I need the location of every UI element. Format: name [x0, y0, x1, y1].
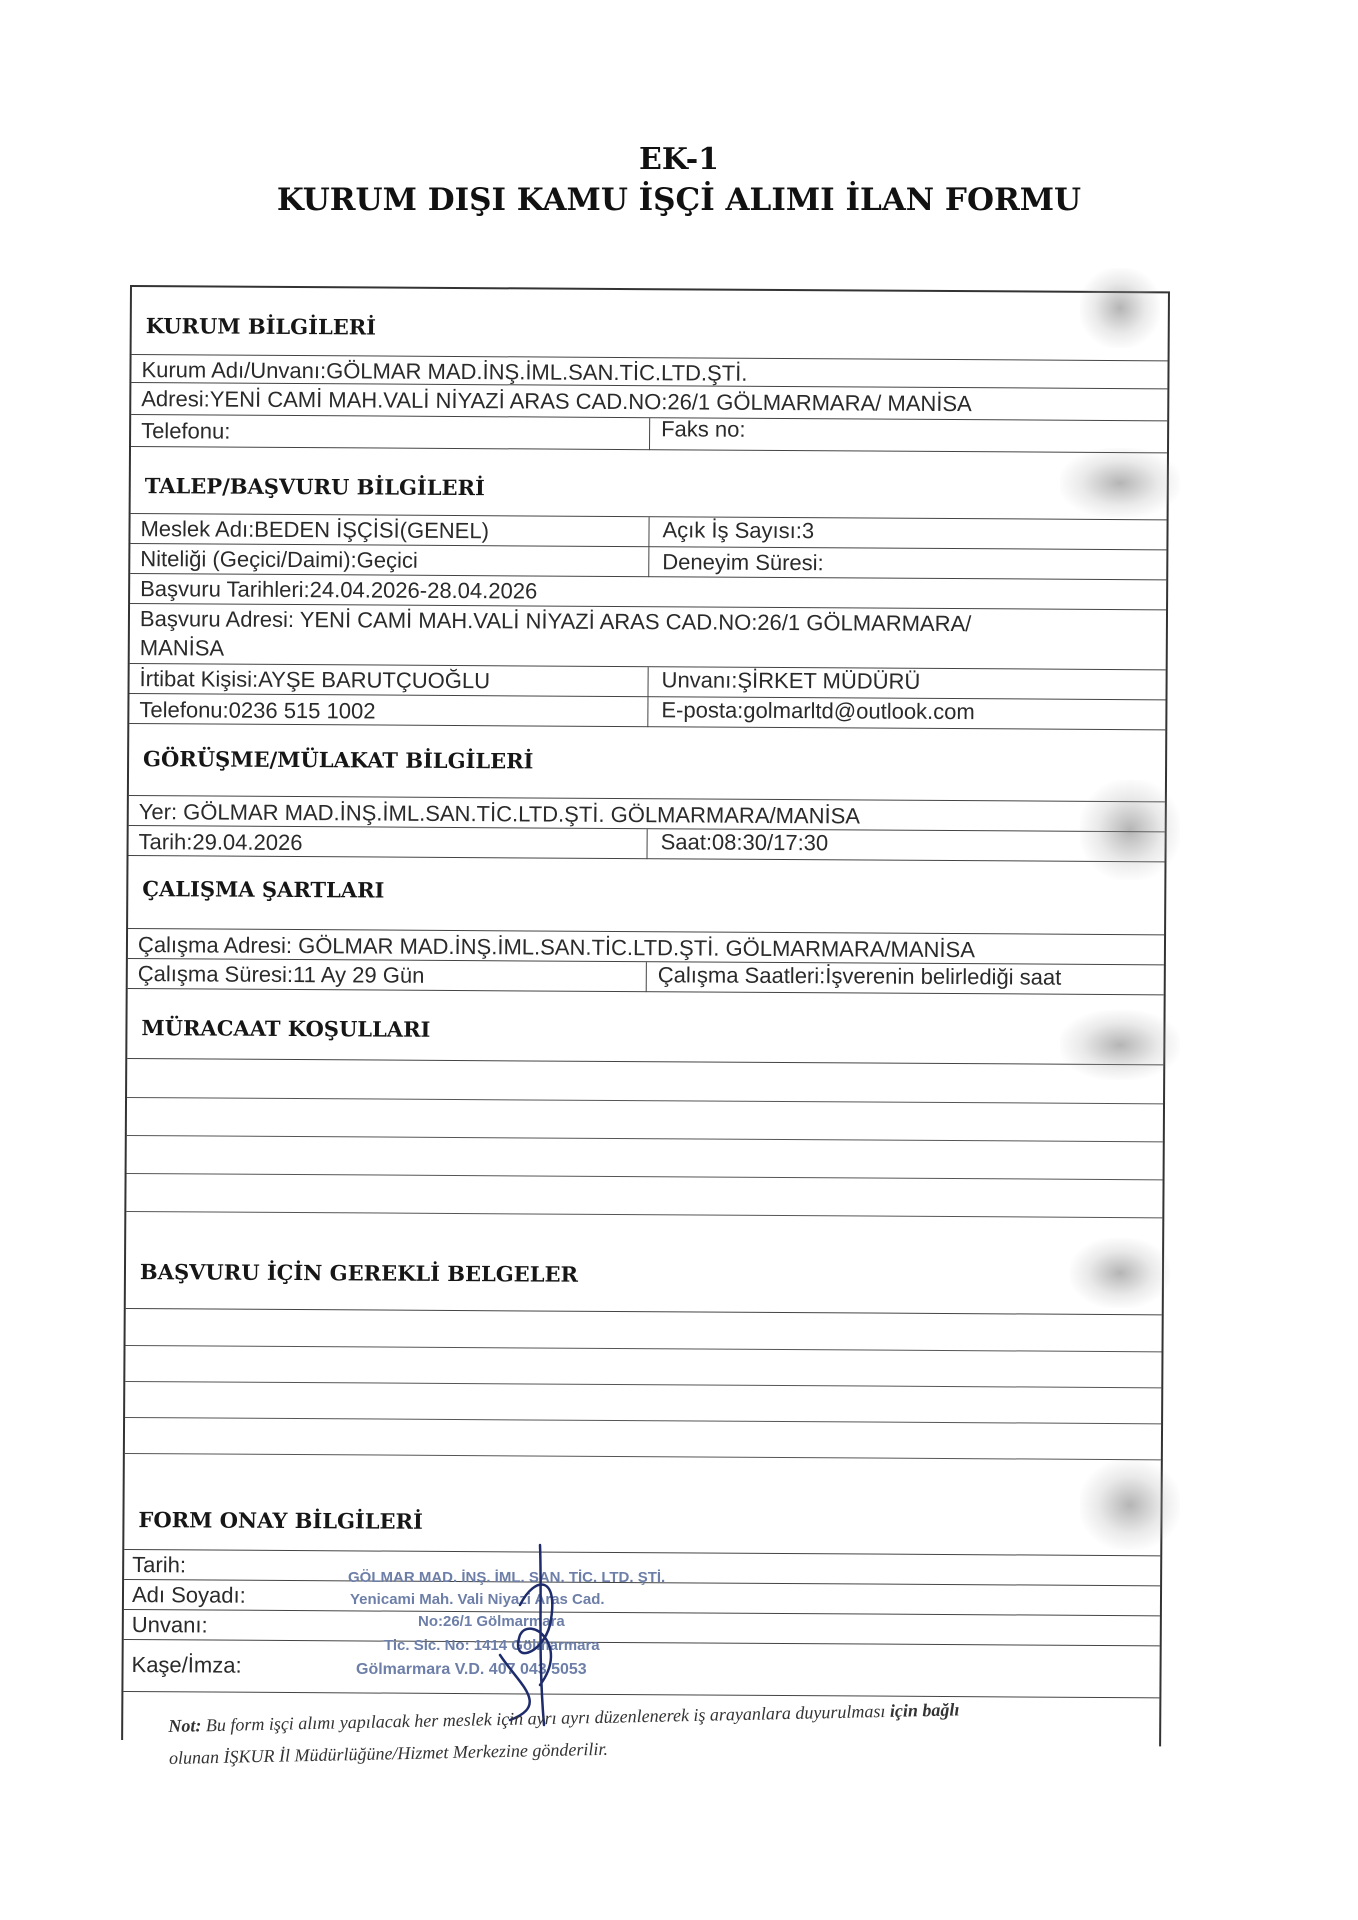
meslek-adi: Meslek Adı:BEDEN İŞÇİSİ(GENEL)	[140, 516, 490, 544]
onay-adi-soyadi: Adı Soyadı:	[131, 1582, 246, 1608]
onay-kase-imza: Kaşe/İmza:	[131, 1652, 242, 1678]
scan-shadow	[1080, 1460, 1180, 1550]
section-muracaat	[127, 989, 1163, 1065]
calisma-suresi: Çalışma Süresi:11 Ay 29 Gün	[137, 961, 425, 988]
gorusme-saat: Saat:08:30/17:30	[660, 829, 829, 856]
irtibat-eposta: E-posta:golmarltd@outlook.com	[661, 697, 975, 725]
form-title: KURUM DIŞI KAMU İŞÇİ ALIMI İLAN FORMU	[276, 182, 1082, 218]
section-gorusme	[129, 724, 1165, 802]
irtibat-unvani: Unvanı:ŞİRKET MÜDÜRÜ	[661, 667, 921, 694]
calisma-adresi: Çalışma Adresi: GÖLMAR MAD.İNŞ.İML.SAN.TİC.LTD.ŞTİ. GÖLMARMARA/MANİSA	[137, 932, 976, 963]
irtibat-kisisi: İrtibat Kişisi:AYŞE BARUTÇUOĞLU	[139, 666, 491, 694]
irtibat-telefon: Telefonu:0236 515 1002	[139, 697, 376, 724]
row-basvuru-adresi	[130, 604, 1166, 670]
note-line-2: olunan İŞKUR İl Müdürlüğüne/Hizmet Merkezine gönderilir.	[168, 1738, 609, 1768]
section-talep-title: TALEP/BAŞVURU BİLGİLERİ	[144, 473, 485, 501]
section-belgeler-title: BAŞVURU İÇİN GEREKLİ BELGELER	[139, 1259, 579, 1287]
announcement-form	[121, 285, 1170, 1746]
scan-shadow	[1060, 1010, 1180, 1080]
stamp-line: Yenicami Mah. Vali Niyazi Aras Cad.	[350, 1591, 605, 1608]
divider	[649, 418, 650, 450]
stamp-line: GÖLMAR MAD. İNŞ. İML. SAN. TİC. LTD. ŞTİ.	[348, 1569, 666, 1586]
section-kurum	[132, 285, 1168, 361]
scan-shadow	[1080, 780, 1180, 880]
acik-is-sayisi: Açık İş Sayısı:3	[662, 517, 815, 544]
section-belgeler	[126, 1211, 1163, 1315]
basvuru-tarihleri: Başvuru Tarihleri:24.04.2026-28.04.2026	[140, 576, 538, 604]
section-kurum-title: KURUM BİLGİLERİ	[145, 313, 377, 340]
basvuru-adresi-1: Başvuru Adresi: YENİ CAMİ MAH.VALİ NİYAZİ ARAS CAD.NO:26/1 GÖLMARMARA/	[139, 606, 972, 637]
stamp-line: Tic. Sic. No: 1414 Gölmarmara	[384, 1637, 600, 1654]
note-bold: için	[889, 1700, 919, 1721]
section-muracaat-title: MÜRACAAT KOŞULLARI	[141, 1015, 431, 1042]
gorusme-yer: Yer: GÖLMAR MAD.İNŞ.İML.SAN.TİC.LTD.ŞTİ. GÖLMARMARA/MANİSA	[138, 799, 861, 829]
divider	[647, 667, 648, 697]
kurum-adres: Adresi:YENİ CAMİ MAH.VALİ NİYAZİ ARAS CAD.NO:26/1 GÖLMARMARA/ MANİSA	[141, 386, 972, 417]
onay-tarih: Tarih:	[132, 1552, 187, 1578]
onay-unvani: Unvanı:	[131, 1612, 208, 1638]
stamp-line: No:26/1 Gölmarmara	[418, 1613, 565, 1630]
note-label: Not:	[168, 1715, 202, 1736]
section-calisma	[128, 856, 1164, 935]
kurum-adi: Kurum Adı/Unvanı:GÖLMAR MAD.İNŞ.İML.SAN.TİC.LTD.ŞTİ.	[141, 357, 748, 386]
form-code: EK-1	[638, 142, 720, 177]
kurum-telefon: Telefonu:	[141, 418, 231, 444]
divider	[648, 547, 649, 577]
note-text-1: Bu form işçi alımı yapılacak her meslek için ayrı ayrı düzenlenerek iş arayanlara duyurulması	[205, 1700, 886, 1736]
note-text-2: bağlı	[922, 1699, 960, 1721]
divider	[647, 829, 648, 859]
section-onay-title: FORM ONAY BİLGİLERİ	[138, 1507, 423, 1534]
section-calisma-title: ÇALIŞMA ŞARTLARI	[142, 876, 385, 903]
calisma-saatleri: Çalışma Saatleri:İşverenin belirlediği saat	[657, 962, 1062, 990]
stamp-line: Gölmarmara V.D. 407 043 5053	[356, 1661, 587, 1678]
kurum-faks: Faks no:	[661, 416, 746, 442]
section-talep	[131, 447, 1167, 520]
section-onay	[124, 1453, 1161, 1556]
scan-shadow	[1060, 448, 1180, 518]
divider	[648, 517, 649, 547]
deneyim-suresi: Deneyim Süresi:	[662, 549, 824, 576]
divider	[646, 962, 647, 992]
niteligi: Niteliği (Geçici/Daimi):Geçici	[140, 546, 418, 573]
scan-shadow	[1080, 268, 1160, 348]
gorusme-tarih: Tarih:29.04.2026	[138, 829, 303, 856]
divider	[647, 697, 648, 727]
scan-shadow	[1070, 1238, 1170, 1308]
section-gorusme-title: GÖRÜŞME/MÜLAKAT BİLGİLERİ	[143, 746, 534, 774]
basvuru-adresi-2: MANİSA	[139, 635, 225, 661]
